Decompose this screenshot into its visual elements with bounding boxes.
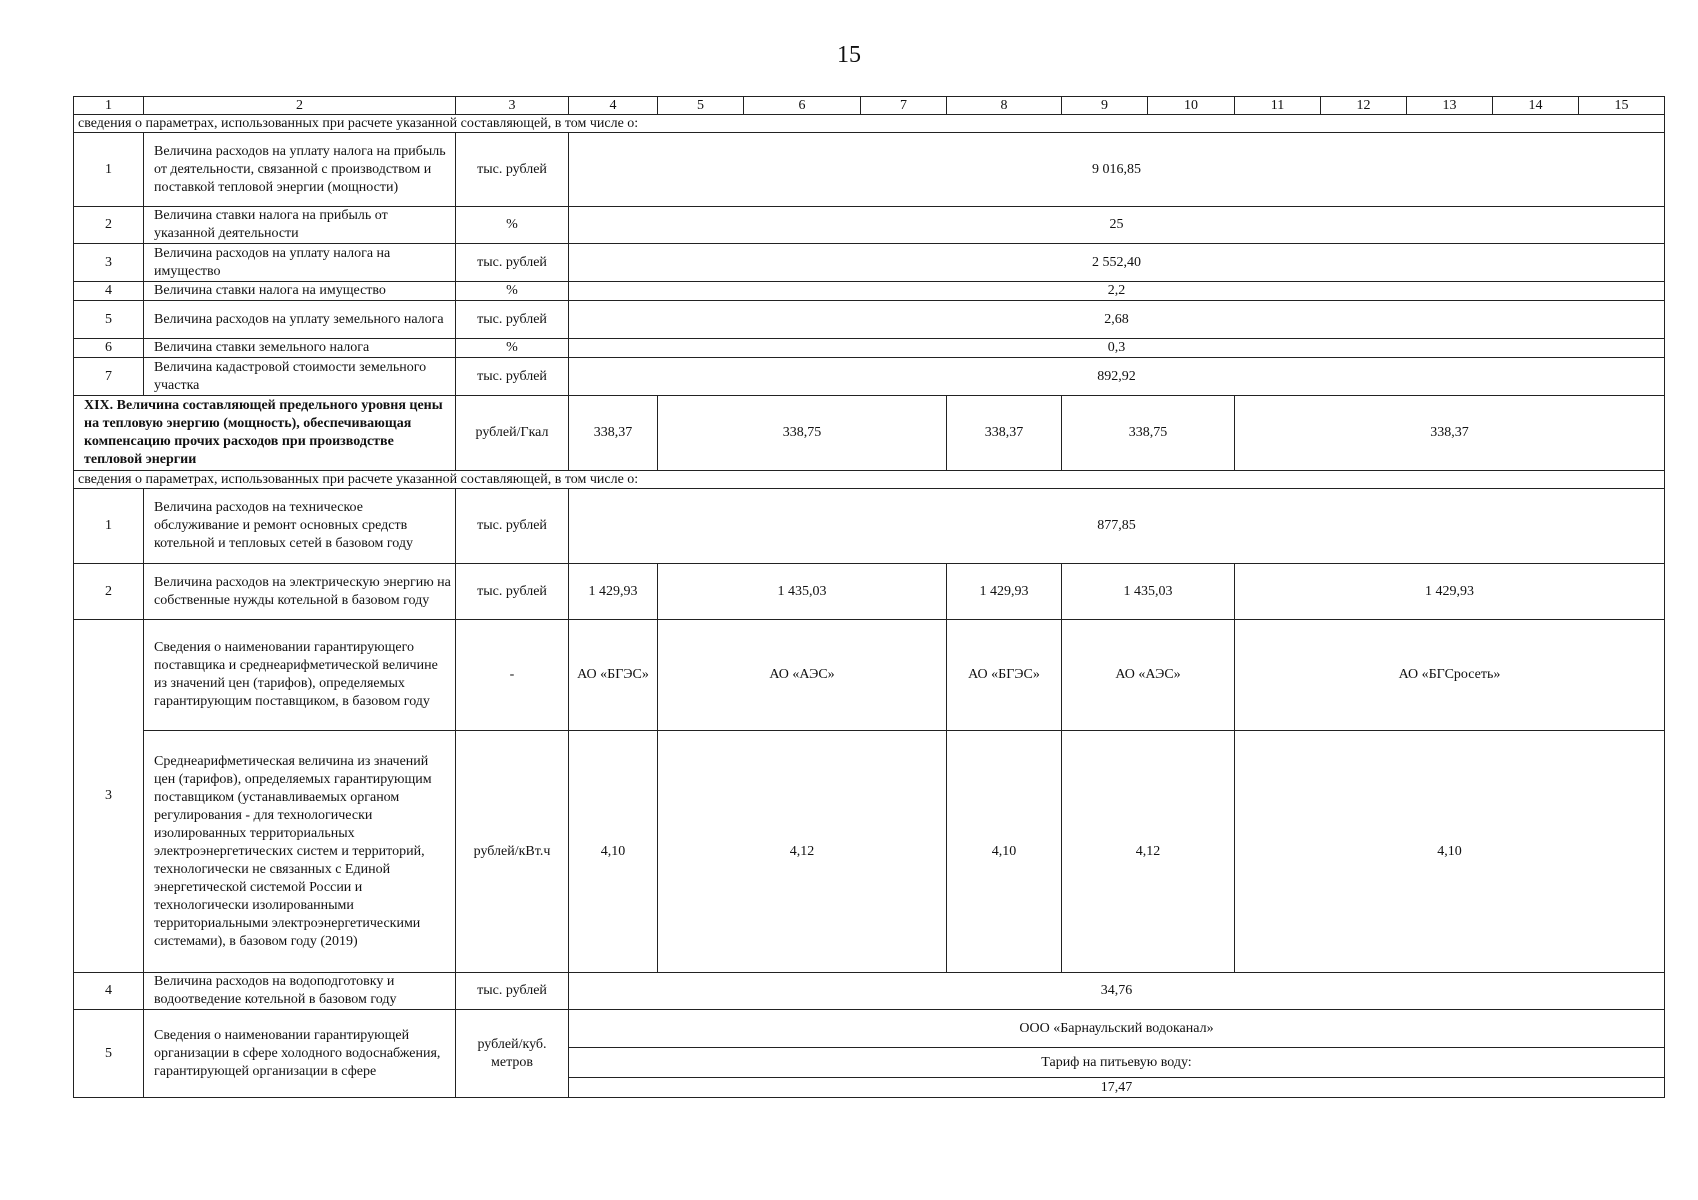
row-unit: рублей/Гкал xyxy=(456,396,569,471)
row-description: Среднеарифметическая величина из значений цен (тарифов), определяемых гарантирующим поставщиком (устанавливаемых органом регулирования - для технологически изолированных территориальных электроэнергетических систем и территорий, технологически не связанных с Единой энергетической системой России и технологически изолированными территориальными электроэнергетическими системами), в базовом году (2019) xyxy=(144,731,456,973)
supplier-name: АО «БГЭС» xyxy=(947,620,1062,731)
table-row xyxy=(74,207,1665,244)
col-header: 8 xyxy=(947,97,1062,115)
row-unit: тыс. рублей xyxy=(456,973,569,1010)
table-row xyxy=(74,244,1665,282)
row-description: Величина расходов на уплату земельного налога xyxy=(144,301,456,339)
supplier-name: АО «АЭС» xyxy=(658,620,947,731)
row-value: 2,2 xyxy=(569,282,1665,301)
row-unit: тыс. рублей xyxy=(456,244,569,282)
row-value: 892,92 xyxy=(569,358,1665,396)
table-row xyxy=(74,1010,1665,1048)
row-value: 1 429,93 xyxy=(947,564,1062,620)
row-description: Величина ставки налога на прибыль от указанной деятельности xyxy=(144,207,456,244)
row-unit: тыс. рублей xyxy=(456,489,569,564)
row-number: 3 xyxy=(74,620,144,973)
row-description: Величина расходов на уплату налога на прибыль от деятельности, связанной с производством и поставкой тепловой энергии (мощности) xyxy=(144,133,456,207)
supplier-name: АО «БГЭС» xyxy=(569,620,658,731)
row-value: 338,37 xyxy=(947,396,1062,471)
section-label-row xyxy=(74,115,1665,133)
row-number: 3 xyxy=(74,244,144,282)
section-label: сведения о параметрах, использованных при расчете указанной составляющей, в том числе о: xyxy=(74,471,1665,489)
row-value: 4,10 xyxy=(569,731,658,973)
col-header: 10 xyxy=(1148,97,1235,115)
row-value: 0,3 xyxy=(569,339,1665,358)
col-header: 6 xyxy=(744,97,861,115)
col-header: 5 xyxy=(658,97,744,115)
col-header: 2 xyxy=(144,97,456,115)
tariff-label: Тариф на питьевую воду: xyxy=(569,1048,1665,1078)
row-number: 1 xyxy=(74,489,144,564)
row-number: 5 xyxy=(74,1010,144,1098)
row-unit: рублей/кВт.ч xyxy=(456,731,569,973)
table-row xyxy=(74,731,1665,973)
row-value: 338,75 xyxy=(658,396,947,471)
section-label: сведения о параметрах, использованных при расчете указанной составляющей, в том числе о: xyxy=(74,115,1665,133)
row-unit: тыс. рублей xyxy=(456,301,569,339)
row-unit: тыс. рублей xyxy=(456,133,569,207)
row-value: 2,68 xyxy=(569,301,1665,339)
page-number: 15 xyxy=(837,42,861,68)
table-row xyxy=(74,620,1665,731)
col-header: 7 xyxy=(861,97,947,115)
table-row xyxy=(74,133,1665,207)
row-description: Сведения о наименовании гарантирующего поставщика и среднеарифметической величине из значений цен (тарифов), определяемых гарантирующим поставщиком, в базовом году xyxy=(144,620,456,731)
row-value: 1 429,93 xyxy=(569,564,658,620)
row-value: 877,85 xyxy=(569,489,1665,564)
row-description: Величина расходов на водоподготовку и водоотведение котельной в базовом году xyxy=(144,973,456,1010)
col-header: 1 xyxy=(74,97,144,115)
row-description: Величина расходов на электрическую энергию на собственные нужды котельной в базовом году xyxy=(144,564,456,620)
row-number: 6 xyxy=(74,339,144,358)
row-value: 338,75 xyxy=(1062,396,1235,471)
row-number: 4 xyxy=(74,282,144,301)
row-value: 2 552,40 xyxy=(569,244,1665,282)
tariff-table xyxy=(73,96,1665,1098)
row-value: 338,37 xyxy=(569,396,658,471)
row-unit: % xyxy=(456,339,569,358)
row-description: Величина ставки налога на имущество xyxy=(144,282,456,301)
col-header: 15 xyxy=(1579,97,1665,115)
col-header: 3 xyxy=(456,97,569,115)
row-unit: % xyxy=(456,207,569,244)
row-number: 7 xyxy=(74,358,144,396)
row-value: 34,76 xyxy=(569,973,1665,1010)
row-unit: - xyxy=(456,620,569,731)
row-description: Величина кадастровой стоимости земельного участка xyxy=(144,358,456,396)
col-header: 4 xyxy=(569,97,658,115)
section-xix-row xyxy=(74,396,1665,471)
row-value: 9 016,85 xyxy=(569,133,1665,207)
row-value: 4,12 xyxy=(658,731,947,973)
table-row xyxy=(74,339,1665,358)
row-number: 4 xyxy=(74,973,144,1010)
table-row xyxy=(74,358,1665,396)
section-label-row xyxy=(74,471,1665,489)
column-number-row xyxy=(74,97,1665,115)
table-row xyxy=(74,489,1665,564)
row-number: 1 xyxy=(74,133,144,207)
row-number: 2 xyxy=(74,207,144,244)
row-value: 1 429,93 xyxy=(1235,564,1665,620)
row-value: 338,37 xyxy=(1235,396,1665,471)
supplier-name: АО «БГСросеть» xyxy=(1235,620,1665,731)
row-unit: % xyxy=(456,282,569,301)
col-header: 14 xyxy=(1493,97,1579,115)
row-description: Величина расходов на техническое обслуживание и ремонт основных средств котельной и тепловых сетей в базовом году xyxy=(144,489,456,564)
row-description: Сведения о наименовании гарантирующей организации в сфере холодного водоснабжения, гарантирующей организации в сфере xyxy=(144,1010,456,1098)
row-value: 25 xyxy=(569,207,1665,244)
row-value: 4,10 xyxy=(1235,731,1665,973)
col-header: 13 xyxy=(1407,97,1493,115)
row-value: 4,10 xyxy=(947,731,1062,973)
supplier-name: АО «АЭС» xyxy=(1062,620,1235,731)
row-number: 2 xyxy=(74,564,144,620)
row-unit: рублей/куб. метров xyxy=(456,1010,569,1098)
row-description: Величина ставки земельного налога xyxy=(144,339,456,358)
table-row xyxy=(74,282,1665,301)
row-value: 1 435,03 xyxy=(658,564,947,620)
row-value: 1 435,03 xyxy=(1062,564,1235,620)
table-row xyxy=(74,564,1665,620)
col-header: 12 xyxy=(1321,97,1407,115)
table-row xyxy=(74,973,1665,1010)
table-row xyxy=(74,301,1665,339)
row-unit: тыс. рублей xyxy=(456,358,569,396)
section-xix-title: XIX. Величина составляющей предельного уровня цены на тепловую энергию (мощность), обеспечивающая компенсацию прочих расходов при производстве тепловой энергии xyxy=(74,396,456,471)
tariff-value: 17,47 xyxy=(569,1078,1665,1098)
row-unit: тыс. рублей xyxy=(456,564,569,620)
row-description: Величина расходов на уплату налога на имущество xyxy=(144,244,456,282)
col-header: 11 xyxy=(1235,97,1321,115)
row-number: 5 xyxy=(74,301,144,339)
organization-name: ООО «Барнаульский водоканал» xyxy=(569,1010,1665,1048)
col-header: 9 xyxy=(1062,97,1148,115)
row-value: 4,12 xyxy=(1062,731,1235,973)
